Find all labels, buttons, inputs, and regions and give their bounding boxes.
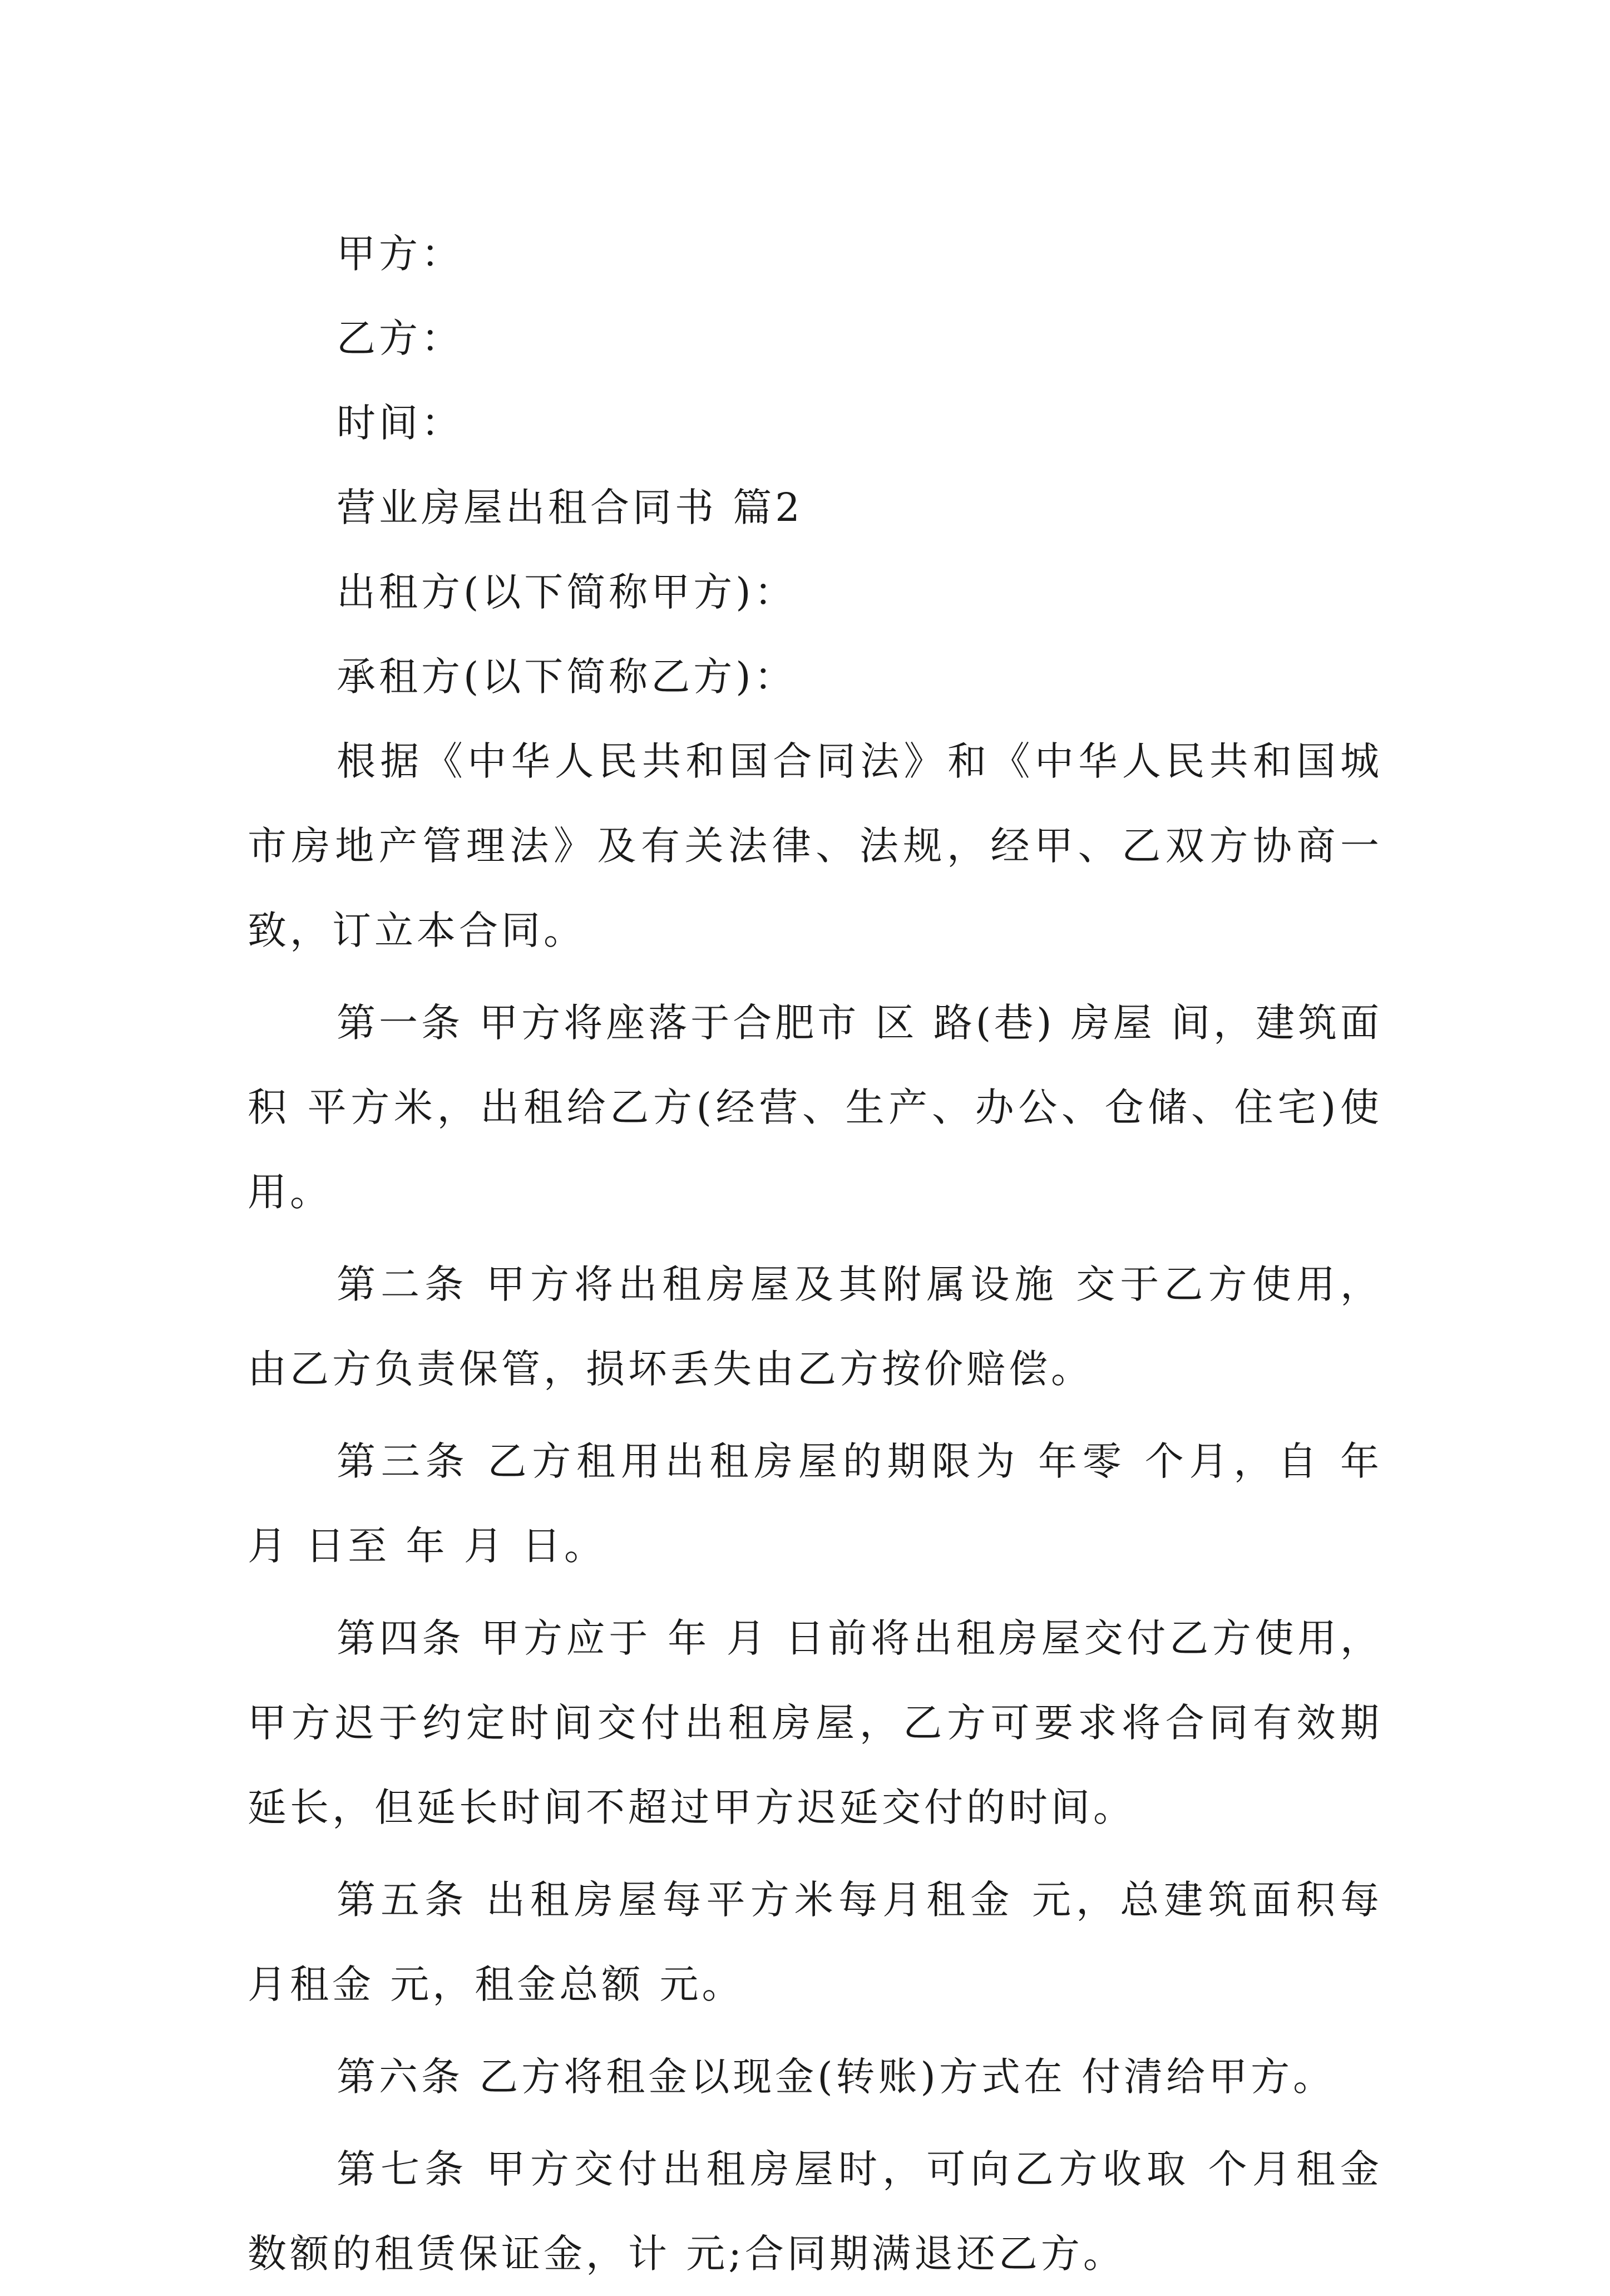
date-line: 时间：	[337, 400, 463, 446]
document-body	[248, 211, 1399, 2296]
article-1: 第一条 甲方将座落于合肥市 区 路(巷) 房屋 间，建筑面积 平方米，出租给乙方(经营、生产、办公、仓储、住宅)使用。	[248, 1000, 1382, 1215]
article-3: 第三条 乙方租用出租房屋的期限为 年零 个月，自 年 月 日至 年 月 日。	[248, 1438, 1399, 1569]
lessee-line: 承租方(以下简称乙方)：	[337, 654, 797, 699]
article-5: 第五条 出租房屋每平方米每月租金 元，总建筑面积每月租金 元，租金总额 元。	[248, 1877, 1382, 2007]
article-6: 第六条 乙方将租金以现金(转账)方式在 付清给甲方。	[337, 2054, 1336, 2100]
contract-title: 营业房屋出租合同书 篇2	[337, 485, 803, 530]
preamble-paragraph: 根据《中华人民共和国合同法》和《中华人民共和国城市房地产管理法》及有关法律、法规，经甲、乙双方协商一致，订立本合同。	[248, 738, 1382, 953]
article-7: 第七条 甲方交付出租房屋时，可向乙方收取 个月租金数额的租赁保证金，计 元;合同期满退还乙方。	[248, 2146, 1382, 2277]
article-4: 第四条 甲方应于 年 月 日前将出租房屋交付乙方使用，甲方迟于约定时间交付出租房屋，乙方可要求将合同有效期延长，但延长时间不超过甲方迟延交付的时间。	[248, 1615, 1382, 1830]
lessor-line: 出租方(以下简称甲方)：	[337, 569, 797, 615]
party-b-line: 乙方：	[337, 316, 463, 361]
party-a-line: 甲方：	[337, 231, 463, 277]
article-2: 第二条 甲方将出租房屋及其附属设施 交于乙方使用，由乙方负责保管，损坏丢失由乙方按价赔偿。	[248, 1262, 1382, 1392]
